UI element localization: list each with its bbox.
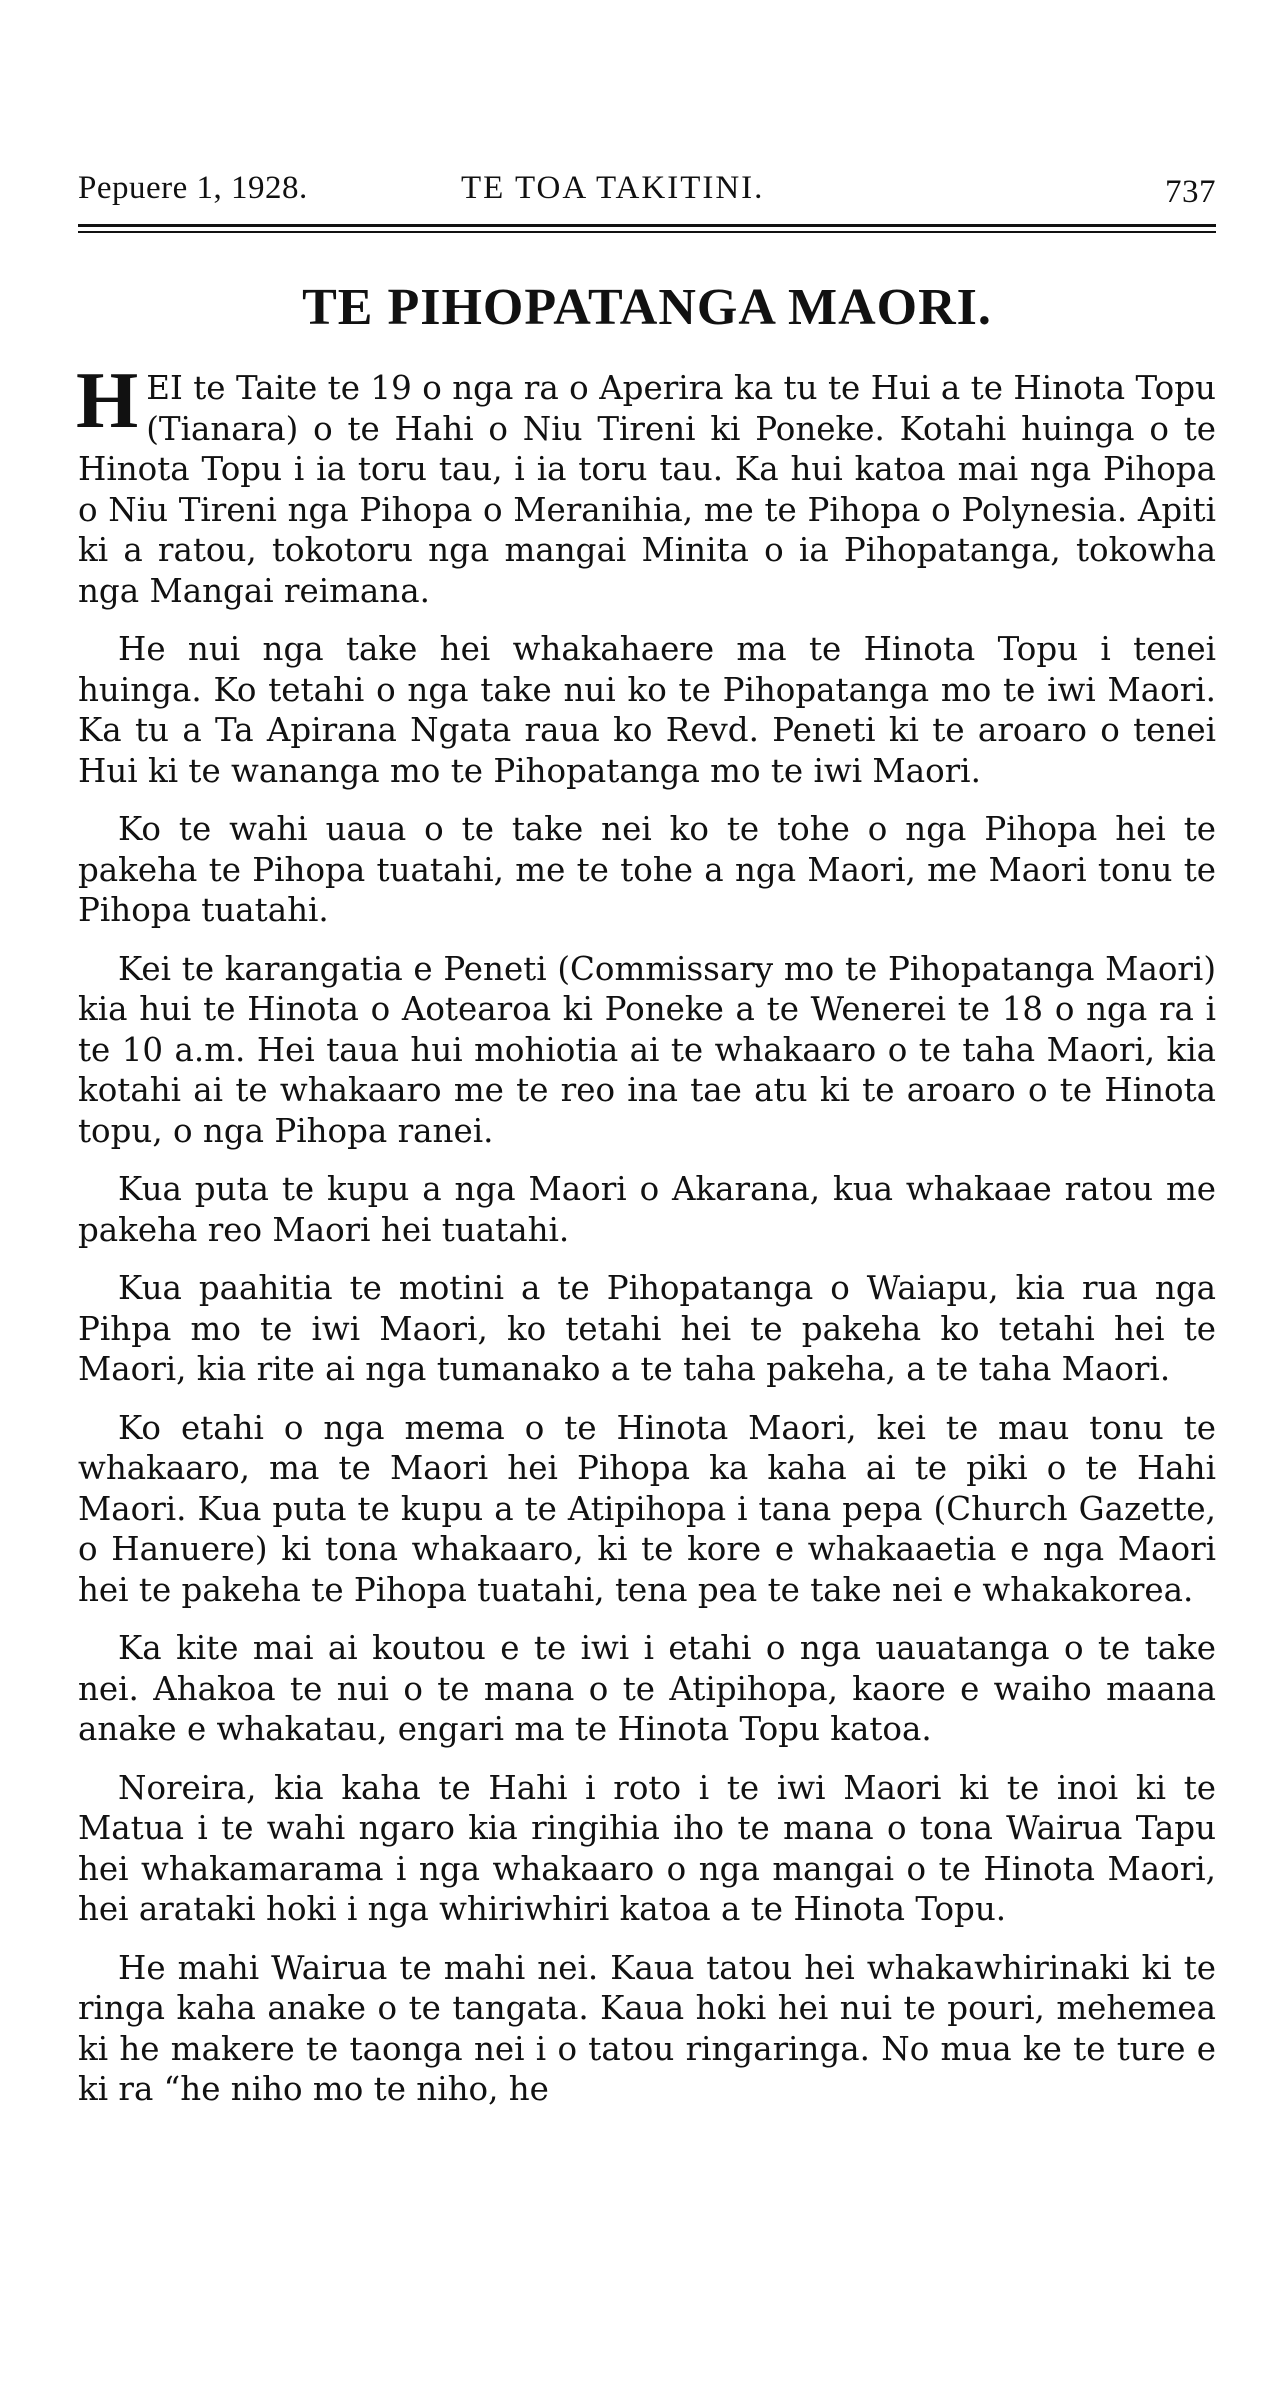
header-date: Pepuere 1, 1928. [78,170,308,206]
drop-cap: H [76,357,139,445]
header-rule-thin [78,231,1216,233]
paragraph-10: He mahi Wairua te mahi nei. Kaua tatou hei whakawhirinaki ki te ringa kaha anake o te tangata. Kaua hoki hei nui te pouri, mehemea ki he makere te taonga nei i o tatou ringaringa. No mua ke te ture e ki ra “he niho mo te niho, he [78,1948,1216,2108]
header-publication-title: TE TOA TAKITINI. [461,170,765,206]
paragraph-4: Kei te karangatia e Peneti (Commissary mo te Pihopatanga Maori) kia hui te Hinota o Aotearoa ki Poneke a te Wenerei te 18 o nga ra i te 10 a.m. Hei taua hui mohiotia ai te whakaaro o te taha Maori, kia kotahi ai te whakaaro me te reo ina tae atu ki te aroaro o te Hinota topu, o nga Pihopa ranei. [78,949,1216,1150]
paragraph-2: He nui nga take hei whakahaere ma te Hinota Topu i tenei huinga. Ko tetahi o nga take nui ko te Pihopatanga mo te iwi Maori. Ka tu a Ta Apirana Ngata raua ko Revd. Peneti ki te aroaro o tenei Hui ki te wananga mo te Pihopatanga mo te iwi Maori. [78,630,1216,790]
article-title: TE PIHOPATANGA MAORI. [302,279,992,336]
header-rule-thick [78,224,1216,227]
paragraph-5: Kua puta te kupu a nga Maori o Akarana, kua whakaae ratou me pakeha reo Maori hei tuatahi. [78,1170,1216,1249]
paragraph-3: Ko te wahi uaua o te take nei ko te tohe o nga Pihopa hei te pakeha te Pihopa tuatahi, me te tohe a nga Maori, me Maori tonu te Pihopa tuatahi. [78,810,1216,929]
running-header [78,170,1216,220]
paragraph-6: Kua paahitia te motini a te Pihopatanga o Waiapu, kia rua nga Pihpa mo te iwi Maori, ko tetahi hei te pakeha ko tetahi hei te Maori, kia rite ai nga tumanako a te taha pakeha, a te taha Maori. [78,1269,1216,1388]
article-body [76,357,1216,2128]
paragraph-8: Ka kite mai ai koutou e te iwi i etahi o nga uauatanga o te take nei. Ahakoa te nui o te mana o te Atipihopa, kaore e waiho maana anake e whakatau, engari ma te Hinota Topu katoa. [78,1629,1216,1748]
paragraph-7: Ko etahi o nga mema o te Hinota Maori, kei te mau tonu te whakaaro, ma te Maori hei Pihopa ka kaha ai te piki o te Hahi Maori. Kua puta te kupu a te Atipihopa i tana pepa (Church Gazette, o Hanuere) ki tona whakaaro, ki te kore e whakaaetia e nga Maori hei te pakeha te Pihopa tuatahi, tena pea te take nei e whakakorea. [78,1408,1216,1609]
paragraph-1 [76,357,1216,611]
paragraph-9: Noreira, kia kaha te Hahi i roto i te iwi Maori ki te inoi ki te Matua i te wahi ngaro kia ringihia iho te mana o tona Wairua Tapu hei whakamarama i nga whakaaro o nga mangai o te Hinota Maori, hei arataki hoki i nga whiriwhiri katoa a te Hinota Topu. [78,1768,1216,1928]
header-page-number: 737 [1165,174,1216,210]
paragraph-1-text: EI te Taite te 19 o nga ra o Aperira ka tu te Hui a te Hinota Topu (Tianara) o te Hahi o Niu Tireni ki Poneke. Kotahi huinga o te Hinota Topu i ia toru tau, i ia toru tau. Ka hui katoa mai nga Pihopa o Niu Tireni nga Pihopa o Meranihia, me te Pihopa o Polynesia. Apiti ki a ratou, tokotoru nga mangai Minita o ia Pihopatanga, tokowha nga Mangai reimana. [78,369,1216,610]
